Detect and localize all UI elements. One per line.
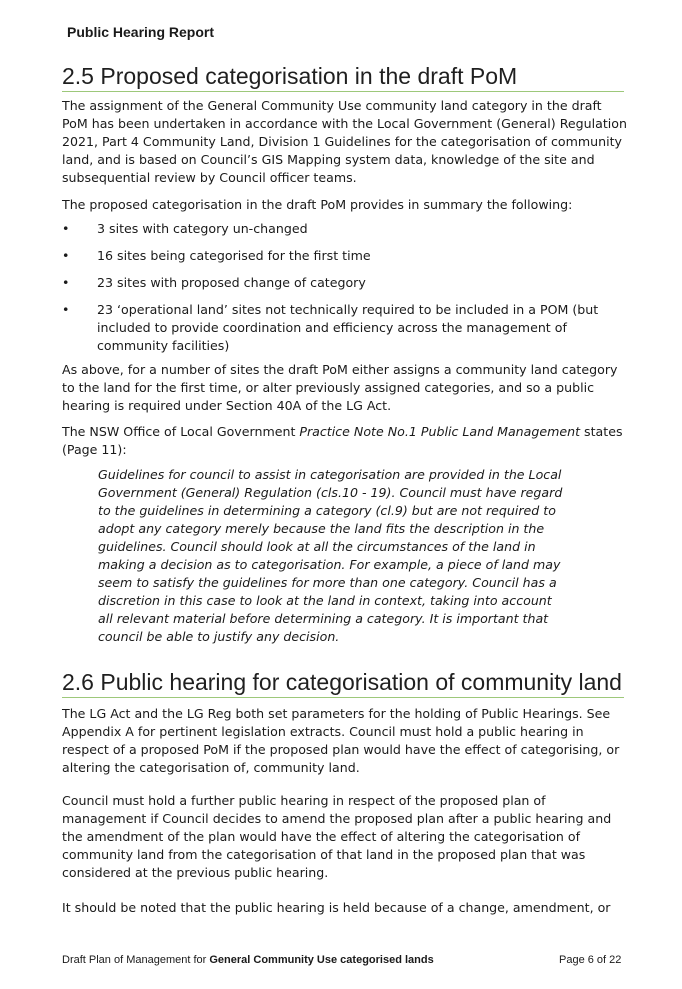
paragraph-hearing-note: It should be noted that the public hearing is held because of a change, amendment, or xyxy=(62,900,611,915)
running-header: Public Hearing Report xyxy=(67,24,215,40)
paragraph-categorisation-basis: The assignment of the General Community Use community land category in the draft PoM has been undertaken in accordance with the Local Government (General) Regulation 2021, Part 4 Community Land, Division 1 Guidelines for the categorisation of community land, and is based on Council’s GIS Mapping system data, knowledge of the site and subsequential review by Council officer teams. xyxy=(62,98,627,185)
practice-note-title: Practice Note No.1 Public Land Management xyxy=(299,424,581,439)
paragraph-further-hearing: Council must hold a further public hearing in respect of the proposed plan of management if Council decides to amend the proposed plan after a public hearing and the amendment of the plan would have the effect of altering the categorisation of community land from the categorisation of that land in the proposed plan that was considered at the previous public hearing. xyxy=(62,793,612,880)
bullet-icon: • xyxy=(62,302,70,317)
list-item: • 3 sites with category un-changed xyxy=(62,221,308,236)
list-item: • 23 ‘operational land’ sites not technically required to be included in a POM (but included to provide coordination and efficiency across the management of community facilities) xyxy=(62,302,599,353)
list-item: • 16 sites being categorised for the first time xyxy=(62,248,371,263)
section-heading-2-5: 2.5 Proposed categorisation in the draft PoM xyxy=(62,62,624,92)
bullet-icon: • xyxy=(62,248,70,263)
page-number: Page 6 of 22 xyxy=(559,954,622,966)
paragraph-hearing-parameters: The LG Act and the LG Reg both set parameters for the holding of Public Hearings. See Appendix A for pertinent legislation extracts. Council must hold a public hearing in respect of a proposed PoM if the proposed plan would have the effect of categorising, or altering the categorisation of, community land. xyxy=(62,706,620,775)
footer-document-title: Draft Plan of Management for General Community Use categorised lands xyxy=(62,954,434,966)
bullet-icon: • xyxy=(62,275,70,290)
footer-document-name: General Community Use categorised lands xyxy=(209,954,434,966)
practice-note-quote: Guidelines for council to assist in categorisation are provided in the Local Government (General) Regulation (cls.10 - 19). Council must have regard to the guidelines in determining a category (cl.9) but are not required to adopt any category merely because the land fits the description in the guidelines. Council should look at all the circumstances of the land in making a decision as to categorisation. For example, a piece of land may seem to satisfy the guidelines for more than one category. Council has a discretion in this case to look at the land in context, taking into account all relevant material before determining a category. It is important that council be able to justify any decision. xyxy=(98,467,563,644)
paragraph-public-hearing-required: As above, for a number of sites the draft PoM either assigns a community land category to the land for the first time, or alter previously assigned categories, and so a public hearing is required under Section 40A of the LG Act. xyxy=(62,362,618,413)
bullet-icon: • xyxy=(62,221,70,236)
paragraph-summary-intro: The proposed categorisation in the draft PoM provides in summary the following: xyxy=(62,197,573,212)
list-item: • 23 sites with proposed change of category xyxy=(62,275,366,290)
section-heading-2-6: 2.6 Public hearing for categorisation of community land xyxy=(62,668,624,698)
summary-bullet-list xyxy=(62,220,627,364)
paragraph-practice-note: The NSW Office of Local Government Practice Note No.1 Public Land Management states (Page 11): xyxy=(62,424,623,457)
